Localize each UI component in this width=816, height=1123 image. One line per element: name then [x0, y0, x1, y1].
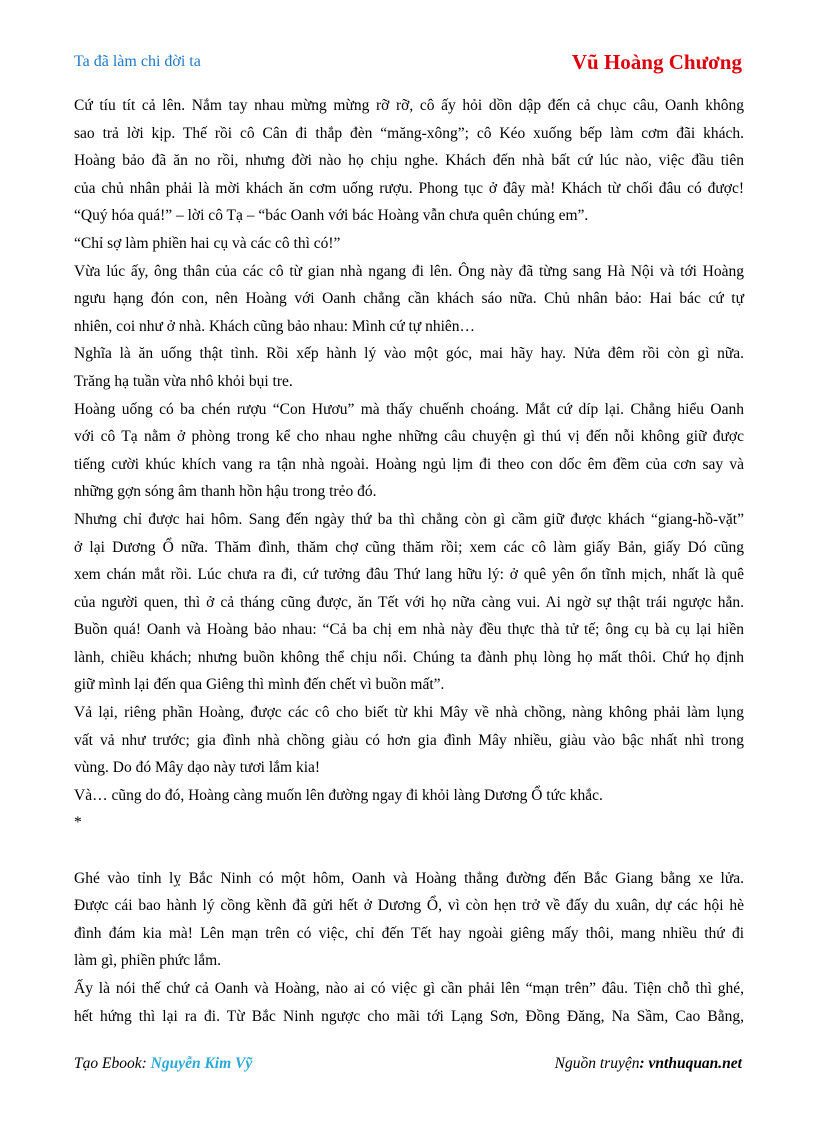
- book-title: Ta đã làm chi đời ta: [74, 53, 201, 70]
- text-line: Cứ tíu tít cả lên. Nắm tay nhau mừng mừng rỡ rỡ, cô ấy hỏi dồn dập đến cả chục câu, Oanh không: [74, 97, 744, 114]
- text-line: “Chỉ sợ làm phiền hai cụ và các cô thì có!”: [74, 234, 341, 252]
- text-line: giữ mình lại đến qua Giêng thì mình đến chết vì buồn mất”.: [74, 676, 445, 694]
- text-line: “Quý hóa quá!” – lời cô Tạ – “bác Oanh với bác Hoàng vẫn chưa quên chúng em”.: [74, 207, 589, 225]
- text-line: làm gì, phiền phức lắm.: [74, 952, 222, 970]
- text-line: lành, chiều khách; nhưng buồn không thể chịu nổi. Chúng ta đành phụ lòng họ mất thôi. Chứ họ định: [74, 648, 744, 666]
- text-line: với cô Tạ nằm ở phòng trong kể cho nhau nghe những câu chuyện gì thú vị đến nỗi không giữ được: [74, 428, 744, 446]
- text-line: vùng. Do đó Mây dạo này tươi lắm kia!: [74, 759, 321, 777]
- text-line: tiếng cười khúc khích vang ra tận nhà ngoài. Hoàng ngủ lịm đi theo con dốc êm đềm của cơn say và: [74, 455, 744, 473]
- text-line: của chủ nhân phải là mời khách ăn cơm uống rượu. Phong tục ở đây mà! Khách từ chối đâu có được!: [74, 179, 744, 197]
- text-line: *: [74, 814, 82, 832]
- page-footer: [74, 1055, 742, 1077]
- text-line: hết hứng thì lại ra đi. Từ Bắc Ninh ngược cho mãi tới Lạng Sơn, Đồng Đăng, Na Sầm, Cao Bằng,: [74, 1007, 744, 1025]
- text-line: Hoàng bảo đã ăn no rồi, nhưng đời nào họ chịu nghe. Khách đến nhà bất cứ lúc nào, việc đầu tiên: [74, 152, 744, 170]
- ebook-credit: [74, 1055, 252, 1073]
- text-line: Vả lại, riêng phần Hoàng, được các cô cho biết từ khi Mây về nhà chồng, nàng không phải làm lụng: [74, 704, 744, 722]
- source-site: vnthuquan.net: [648, 1055, 742, 1072]
- text-line: ngưu hạng đón con, nên Hoàng với Oanh chẳng cần khách sáo nữa. Chủ nhân bảo: Hai bác cứ tự: [74, 290, 744, 308]
- text-line: Ghé vào tỉnh lỵ Bắc Ninh có một hôm, Oanh và Hoàng thẳng đường đến Bắc Giang bằng xe lửa.: [74, 869, 744, 887]
- source-separator: :: [639, 1055, 649, 1072]
- text-line: Được cái bao hành lý cồng kềnh đã gửi hết ở Dương Ổ, vì còn hẹn trở về đấy du xuân, dự các hội hè: [74, 897, 744, 915]
- text-line: Buồn quá! Oanh và Hoàng bảo nhau: “Cả ba chị em nhà này đều thực thà tử tế; ông cụ bà cụ lại hiền: [74, 621, 744, 639]
- text-line: Nhưng chỉ được hai hôm. Sang đến ngày thứ ba thì chẳng còn gì cầm giữ được khách “giang-hồ-vặt”: [74, 510, 744, 528]
- text-line: vất vả như trước; gia đình nhà chồng giàu có hơn gia đình Mây nhiều, giàu vào bậc nhất nhì trong: [74, 731, 744, 749]
- credit-label: Tạo Ebook: [74, 1055, 142, 1072]
- author-name: Vũ Hoàng Chương: [571, 50, 742, 74]
- credit-name: Nguyễn Kim Vỹ: [150, 1055, 253, 1072]
- text-line: những gợn sóng âm thanh hồn hậu trong trẻo đó.: [74, 483, 377, 501]
- text-line: [74, 837, 744, 865]
- text-line: Nghĩa là ăn uống thật tình. Rồi xếp hành lý vào một góc, mai hãy hay. Nửa đêm rồi còn gì nữa.: [74, 345, 744, 363]
- text-line: ở lại Dương Ổ nữa. Thăm đình, thăm chợ cũng thăm rồi; xem các cô làm giấy Bản, giấy Dó cũng: [74, 538, 744, 556]
- text-line: Và… cũng do đó, Hoàng càng muốn lên đường ngay đi khỏi làng Dương Ổ tức khắc.: [74, 786, 603, 804]
- text-line: nhiên, coi như ở nhà. Khách cũng bảo nhau: Mình cứ tự nhiên…: [74, 317, 476, 335]
- text-body: [74, 92, 744, 1030]
- text-line: Trăng hạ tuần vừa nhô khỏi bụi tre.: [74, 372, 293, 390]
- credit-separator: :: [141, 1055, 151, 1072]
- text-line: xem chán mắt rồi. Lúc chưa ra đi, cứ tưởng đâu Thứ lang hữu lý: ở quê yên ổn tĩnh mịch, nhất là quê: [74, 566, 744, 584]
- source-credit: [555, 1055, 742, 1073]
- text-line: sao trả lời kịp. Thế rồi cô Cân đi thắp đèn “măng-xông”; cô Kéo xuống bếp làm cơm đãi khách.: [74, 124, 744, 142]
- source-label: Nguồn truyện: [554, 1055, 640, 1072]
- text-line: của người quen, thì ở cả tháng cũng được, ăn Tết với họ nữa càng vui. Ai ngờ sự thật trái ngược hẳn.: [74, 593, 744, 611]
- text-line: đình đám kia mà! Lên mạn trên có việc, chỉ đến Tết hay ngoài giêng mấy thôi, mang nhiều thứ đi: [74, 924, 744, 942]
- text-line: Vừa lúc ấy, ông thân của các cô từ gian nhà ngang đi lên. Ông này đã từng sang Hà Nội và tới Hoàng: [74, 262, 744, 280]
- text-line: Hoàng uống có ba chén rượu “Con Hươu” mà thấy chuếnh choáng. Mắt cứ díp lại. Chẳng hiểu Oanh: [74, 400, 744, 418]
- text-line: Ấy là nói thế chứ cả Oanh và Hoàng, nào ai có việc gì cần phải lên “mạn trên” đâu. Tiện chỗ thì ghé,: [74, 980, 744, 997]
- page-header: [74, 50, 742, 76]
